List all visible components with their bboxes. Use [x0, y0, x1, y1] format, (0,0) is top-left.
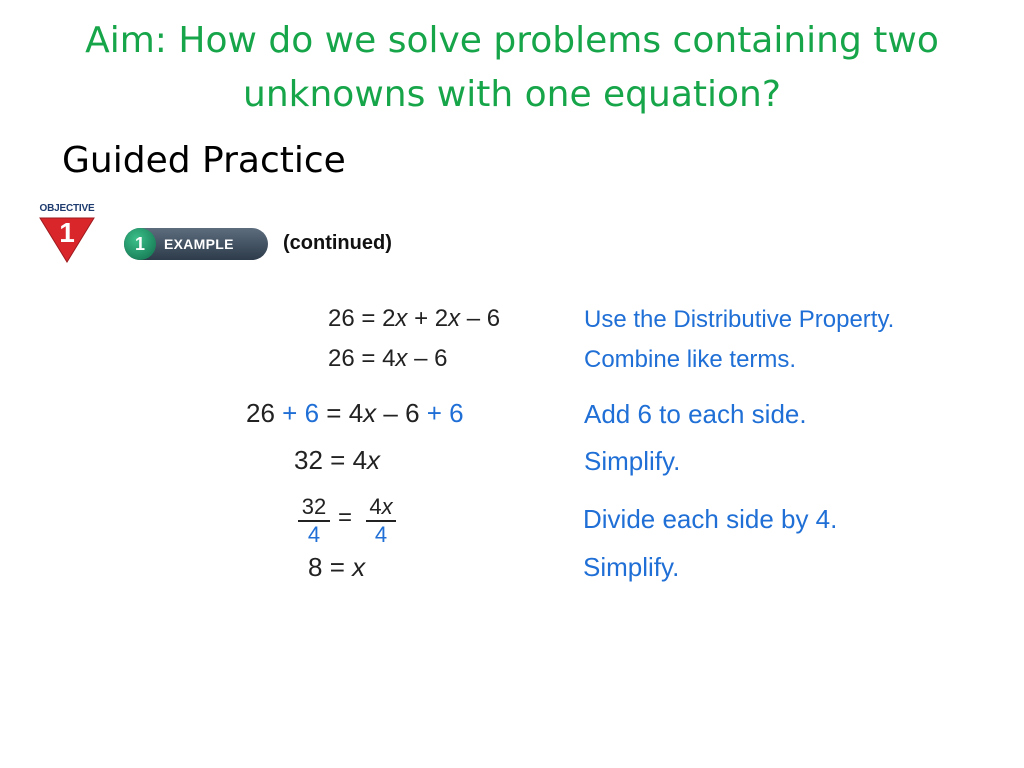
step-2-rhs-a: 4: [382, 345, 396, 372]
step-5-rhs-var: x: [381, 494, 393, 519]
example-label: EXAMPLE: [164, 236, 234, 252]
step-3-equals: =: [326, 398, 342, 428]
step-1-equals: =: [361, 305, 376, 332]
step-4-rhs-a: 4: [352, 445, 368, 475]
step-3-rhs-b: – 6: [376, 398, 420, 428]
step-2-rhs-b: – 6: [407, 345, 448, 372]
continued-label: (continued): [283, 232, 392, 254]
step-6-var: x: [352, 552, 366, 582]
step-1-rhs-c: – 6: [460, 305, 501, 332]
step-2-lhs: 26: [328, 345, 355, 372]
step-3-equation: [246, 398, 464, 429]
step-3-lhs: 26: [246, 398, 275, 428]
step-1-equation: [328, 305, 500, 333]
step-1-rhs-b: + 2: [407, 305, 449, 332]
objective-number: 1: [59, 217, 75, 248]
step-3-lhs-add: + 6: [282, 398, 320, 428]
step-4-var: x: [367, 445, 381, 475]
step-1-note: Use the Distributive Property.: [584, 306, 895, 333]
step-6-equation: [308, 552, 365, 583]
step-1-rhs-a: 2: [382, 305, 396, 332]
step-3-note: Add 6 to each side.: [584, 399, 807, 429]
step-4-lhs: 32: [294, 445, 323, 475]
slide-subtitle: Guided Practice: [62, 140, 346, 181]
step-5-rhs-fraction: [366, 495, 396, 547]
step-5-lhs-numerator: 32: [301, 494, 327, 519]
objective-badge: [32, 203, 102, 263]
step-5-lhs-denominator: 4: [307, 522, 321, 547]
step-5-equals: =: [338, 504, 353, 531]
step-2-var: x: [395, 345, 408, 372]
step-4-equation: [294, 445, 380, 476]
step-1-lhs: 26: [328, 305, 355, 332]
slide-title: Aim: How do we solve problems containing two unknowns with one equation?: [85, 20, 939, 115]
example-number: 1: [124, 228, 156, 260]
step-6-equals: =: [329, 552, 345, 582]
step-6-note: Simplify.: [583, 552, 680, 582]
step-6-lhs: 8: [308, 552, 323, 582]
step-2-note: Combine like terms.: [584, 346, 797, 373]
step-4-equals: =: [330, 445, 346, 475]
step-5-rhs-coef: 4: [369, 494, 382, 519]
step-3-var: x: [363, 398, 377, 428]
step-2-equation: [328, 345, 447, 373]
objective-label: OBJECTIVE: [39, 203, 95, 214]
step-4-note: Simplify.: [584, 446, 681, 476]
example-badge: [124, 228, 268, 260]
step-5-rhs-denominator: 4: [374, 522, 388, 547]
step-3-rhs-add: + 6: [426, 398, 464, 428]
step-5-rhs-numerator: [366, 495, 396, 519]
step-5-lhs-fraction: [298, 495, 330, 547]
step-5-note: Divide each side by 4.: [583, 504, 838, 534]
step-3-rhs-a: 4: [348, 398, 364, 428]
step-2-equals: =: [361, 345, 376, 372]
step-1-var-b: x: [448, 305, 461, 332]
step-1-var-a: x: [395, 305, 408, 332]
